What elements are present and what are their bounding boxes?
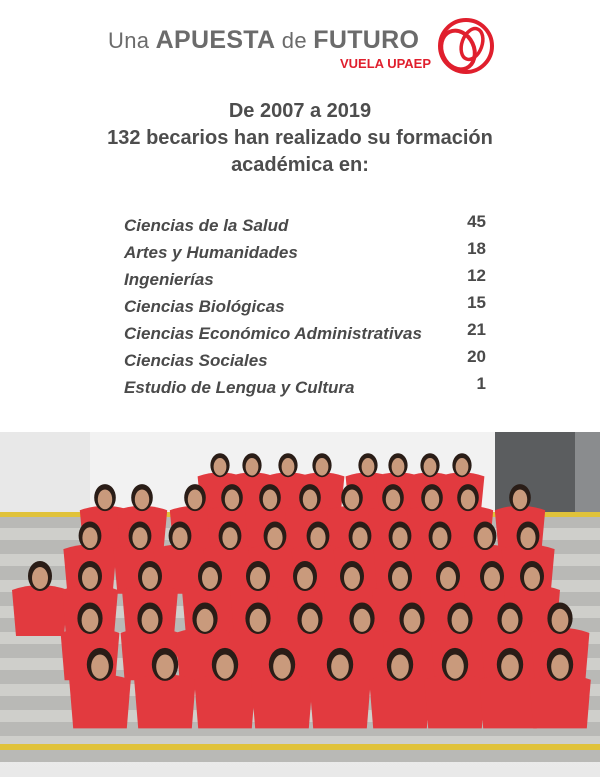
group-photo-illustration (0, 432, 600, 777)
logo-word-de: de (275, 28, 314, 53)
person-shirt (424, 674, 486, 728)
person-face (202, 567, 218, 589)
area-label: Ciencias Económico Administrativas (124, 324, 422, 343)
person-face (310, 527, 325, 548)
area-count: 1 (476, 374, 486, 393)
person-shirt (194, 674, 256, 728)
person-face (456, 458, 469, 476)
logo-wordmark (108, 26, 419, 55)
person-face (477, 527, 492, 548)
person-face (32, 567, 48, 589)
person-face (552, 609, 569, 632)
person-face (246, 458, 259, 476)
person-face (345, 490, 359, 510)
person-shirt (369, 674, 431, 728)
person-face (135, 490, 149, 510)
person-face (461, 490, 475, 510)
person-face (267, 527, 282, 548)
logo-word-una: Una (108, 28, 156, 53)
person-face (386, 490, 400, 510)
person-face (197, 609, 214, 632)
person-shirt (12, 585, 68, 636)
person-face (302, 609, 319, 632)
person-face (391, 655, 409, 679)
person-face (132, 527, 147, 548)
person-face (156, 655, 174, 679)
person-face (250, 609, 267, 632)
person-face (316, 458, 329, 476)
list-item (124, 239, 488, 270)
person-shirt (529, 674, 591, 728)
person-face (344, 567, 360, 589)
person-face (432, 527, 447, 548)
summary-heading (0, 98, 600, 179)
person-face (520, 527, 535, 548)
person-face (362, 458, 375, 476)
person-face (250, 567, 266, 589)
area-count: 15 (467, 293, 486, 312)
heading-line-1: De 2007 a 2019 (228, 100, 372, 122)
area-label: Ciencias Biológicas (124, 297, 285, 316)
logo-tagline: VUELA UPAEP (340, 56, 432, 71)
area-count: 45 (467, 212, 486, 231)
list-item (124, 374, 488, 405)
program-logo (0, 14, 600, 78)
person-face (172, 527, 187, 548)
person-face (216, 655, 234, 679)
heading-line-3: académica en: (231, 154, 369, 176)
list-item (124, 320, 488, 351)
list-item (124, 347, 488, 378)
person-face (425, 490, 439, 510)
list-item (124, 266, 488, 297)
person-face (446, 655, 464, 679)
person-face (98, 490, 112, 510)
person-face (273, 655, 291, 679)
person-face (142, 609, 159, 632)
person-face (352, 527, 367, 548)
person-face (513, 490, 527, 510)
person-face (263, 490, 277, 510)
logo-rings-icon (432, 14, 496, 78)
area-count: 18 (467, 239, 486, 258)
logo-word-apuesta: APUESTA (155, 26, 276, 54)
person-face (392, 527, 407, 548)
area-label: Estudio de Lengua y Cultura (124, 378, 355, 397)
person-face (524, 567, 540, 589)
person-face (82, 567, 98, 589)
person-face (214, 458, 227, 476)
area-label: Ingenierías (124, 270, 214, 289)
area-label: Artes y Humanidades (124, 243, 298, 262)
person-face (188, 490, 202, 510)
person-face (404, 609, 421, 632)
person-shirt (309, 674, 371, 728)
areas-list (124, 212, 488, 405)
person-face (452, 609, 469, 632)
list-item (124, 293, 488, 324)
group-photo (0, 432, 600, 777)
list-item (124, 212, 488, 243)
area-count: 21 (467, 320, 486, 339)
person-face (282, 458, 295, 476)
person-shirt (69, 674, 131, 728)
person-face (392, 567, 408, 589)
person-face (82, 609, 99, 632)
area-label: Ciencias Sociales (124, 351, 268, 370)
person-face (331, 655, 349, 679)
area-label: Ciencias de la Salud (124, 216, 289, 235)
person-face (91, 655, 109, 679)
person-face (440, 567, 456, 589)
person-face (82, 527, 97, 548)
person-face (551, 655, 569, 679)
person-face (501, 655, 519, 679)
person-face (502, 609, 519, 632)
area-count: 12 (467, 266, 486, 285)
area-count: 20 (467, 347, 486, 366)
person-face (424, 458, 437, 476)
person-face (142, 567, 158, 589)
heading-line-2: 132 becarios han realizado su formación (107, 127, 493, 149)
person-face (354, 609, 371, 632)
logo-word-futuro: FUTURO (313, 26, 420, 54)
person-face (222, 527, 237, 548)
person-face (484, 567, 500, 589)
person-face (303, 490, 317, 510)
person-shirt (134, 674, 196, 728)
person-face (392, 458, 405, 476)
person-shirt (251, 674, 313, 728)
person-face (297, 567, 313, 589)
person-face (225, 490, 239, 510)
